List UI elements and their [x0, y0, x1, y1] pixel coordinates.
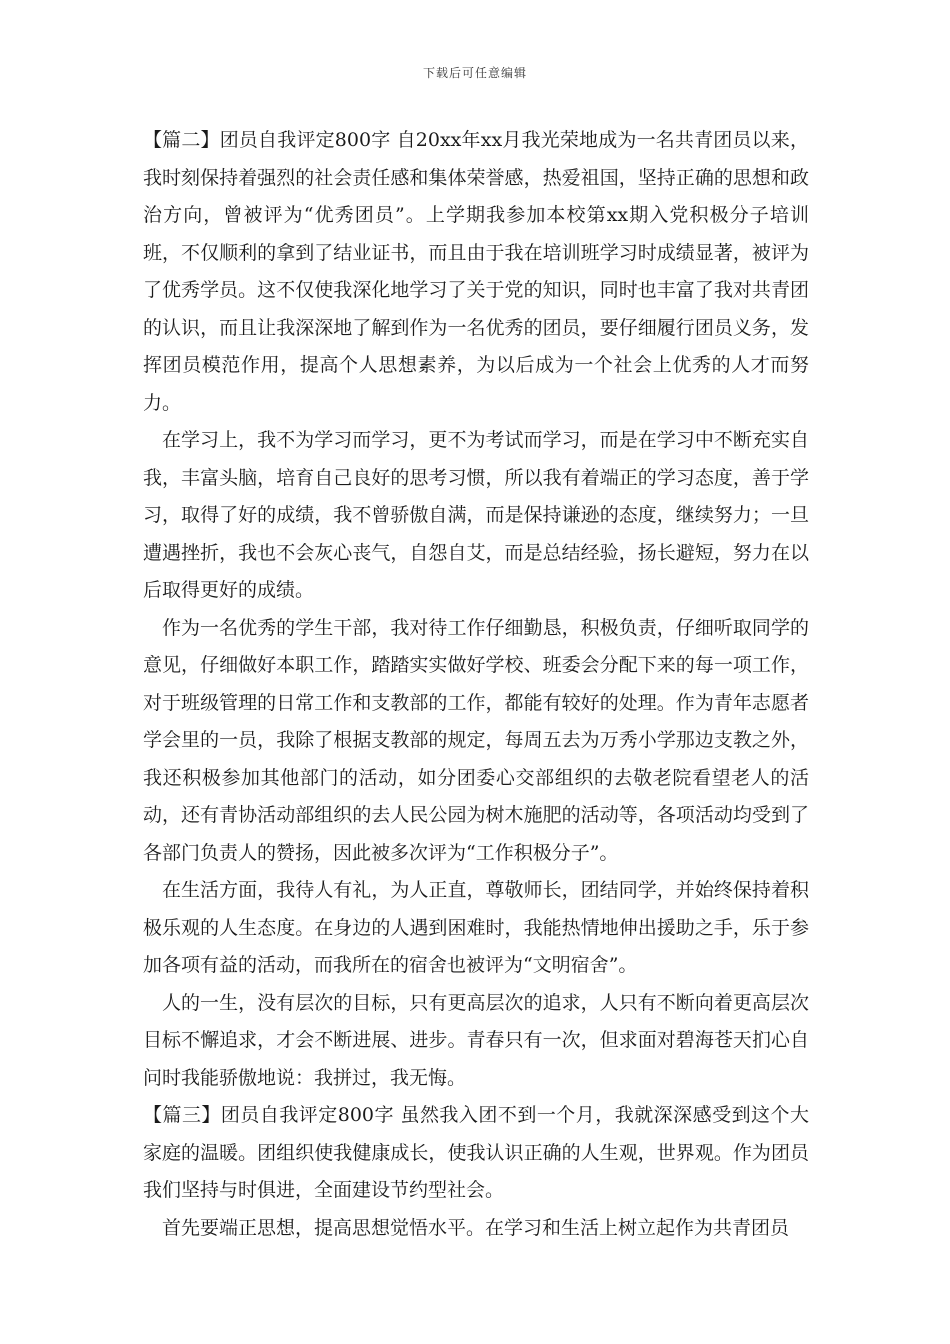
page-header: 下载后可任意编辑 — [422, 66, 527, 80]
paragraph-section-two-intro: 【篇二】团员自我评定800字 自20xx年xx月我光荣地成为一名共青团员以来，我时刻保持着强烈的社会责任感和集体荣誉感，热爱祖国，坚持正确的思想和政治方向，曾被评为“优秀团员”。上学期我参加本校第xx期入党积极分子培训班，不仅顺利的拿到了结业证书，而且由于我在培训班学习时成绩显著，被评为了优秀学员。这不仅使我深化地学习了关于党的知识，同时也丰富了我对共青团的认识，而且让我深深地了解到作为一名优秀的团员，要仔细履行团员义务，发挥团员模范作用，提高个人思想素养，为以后成为一个社会上优秀的人才而努力。 — [143, 129, 809, 414]
paragraph-study: 在学习上，我不为学习而学习，更不为考试而学习，而是在学习中不断充实自我，丰富头脑，培育自己良好的思考习惯，所以我有着端正的学习态度，善于学习，取得了好的成绩，我不曾骄傲自满，而是保持谦逊的态度，继续努力；一旦遭遇挫折，我也不会灰心丧气，自怨自艾，而是总结经验，扬长避短，努力在以后取得更好的成绩。 — [143, 429, 809, 601]
paragraph-section-three-intro: 【篇三】团员自我评定800字 虽然我入团不到一个月，我就深深感受到这个大家庭的温暖。团组织使我健康成长，使我认识正确的人生观，世界观。作为团员我们坚持与时俱进，全面建设节约型社会。 — [143, 1104, 809, 1201]
paragraph-work: 作为一名优秀的学生干部，我对待工作仔细勤恳，积极负责，仔细听取同学的意见，仔细做好本职工作，踏踏实实做好学校、班委会分配下来的每一项工作，对于班级管理的日常工作和支教部的工作，都能有较好的处理。作为青年志愿者学会里的一员，我除了根据支教部的规定，每周五去为万秀小学那边支教之外，我还积极参加其他部门的活动，如分团委心交部组织的去敬老院看望老人的活动，还有青协活动部组织的去人民公园为树木施肥的活动等，各项活动均受到了各部门负责人的赞扬，因此被多次评为“工作积极分子”。 — [143, 616, 809, 864]
paragraph-life-goals: 人的一生，没有层次的目标，只有更高层次的追求，人只有不断向着更高层次目标不懈追求，才会不断进展、进步。青春只有一次，但求面对碧海苍天扪心自问时我能骄傲地说：我拼过，我无悔。 — [143, 991, 809, 1089]
paragraph-life: 在生活方面，我待人有礼，为人正直，尊敬师长，团结同学，并始终保持着积极乐观的人生态度。在身边的人遇到困难时，我能热情地伸出援助之手，乐于参加各项有益的活动，而我所在的宿舍也被评为“文明宿舍”。 — [143, 879, 809, 976]
paragraph-thought: 首先要端正思想，提高思想觉悟水平。在学习和生活上树立起作为共青团员 — [162, 1216, 790, 1239]
document-body — [143, 122, 809, 1247]
